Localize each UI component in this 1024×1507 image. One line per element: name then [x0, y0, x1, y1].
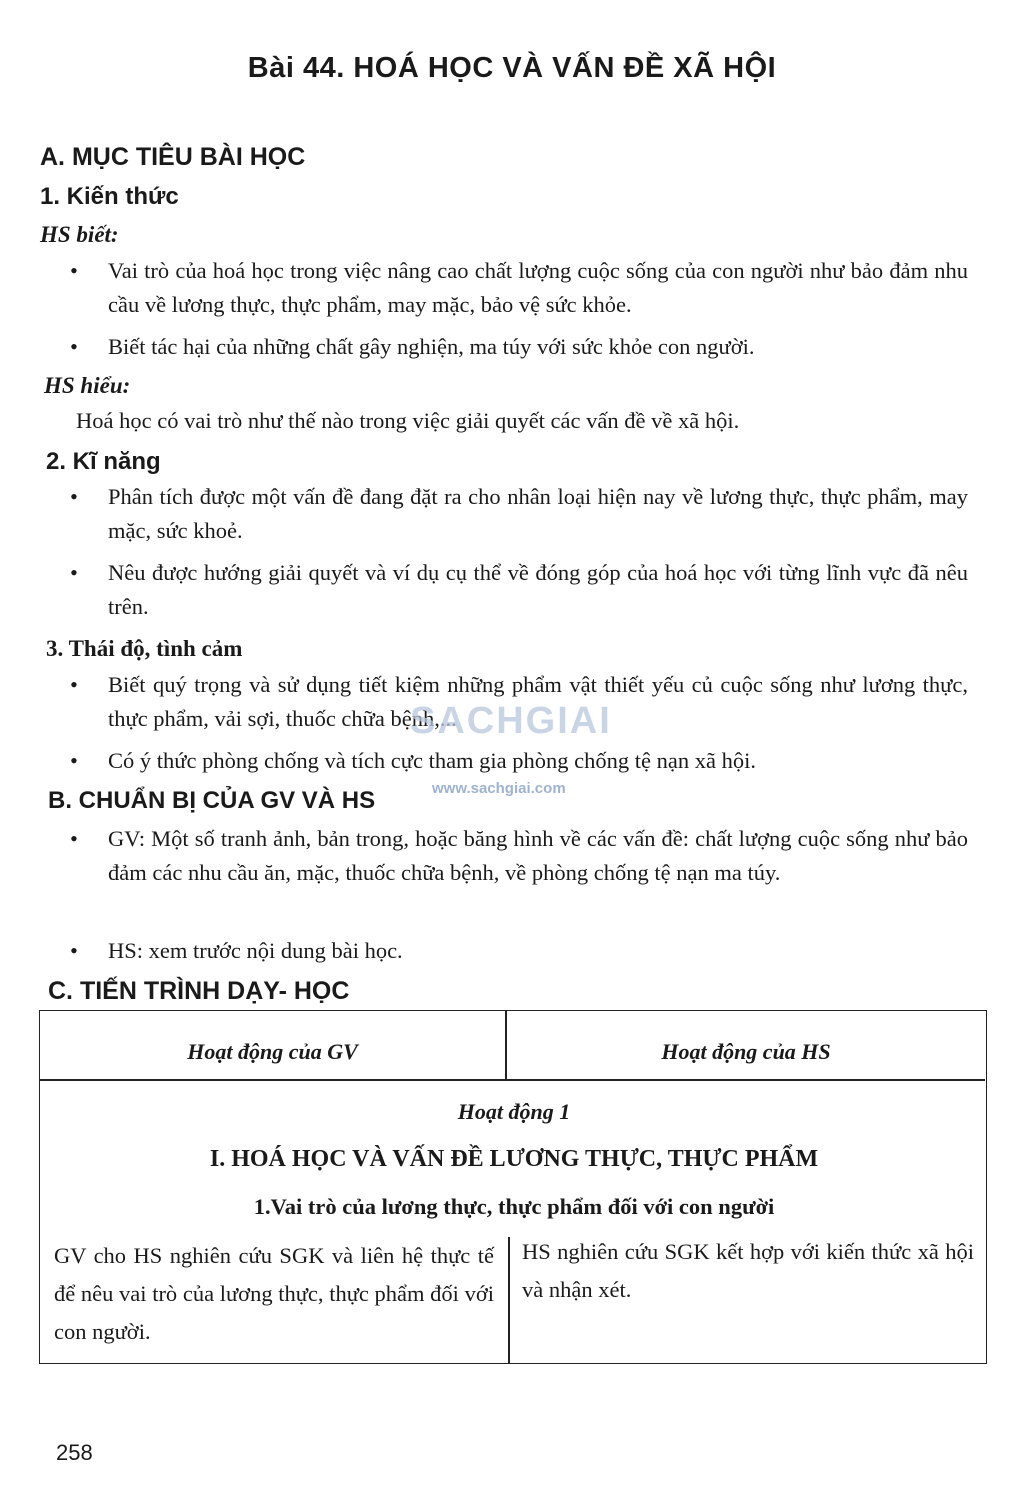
section-c-heading: C. TIẾN TRÌNH DẠY- HỌC	[48, 977, 350, 1005]
table-divider	[40, 1079, 985, 1081]
list-item: • Có ý thức phòng chống và tích cực tham gia phòng chống tệ nạn xã hội.	[70, 744, 968, 778]
watermark-url: www.sachgiai.com	[432, 780, 566, 797]
section-a-heading: A. MỤC TIÊU BÀI HỌC	[40, 143, 306, 171]
subsection-skills: 2. Kĩ năng	[46, 448, 161, 475]
subsection-attitude: 3. Thái độ, tình cảm	[46, 636, 243, 661]
page-number: 258	[56, 1440, 93, 1465]
sub-title: 1.Vai trò của lương thực, thực phẩm đối với con người	[253, 1194, 775, 1219]
lesson-table	[39, 1010, 987, 1364]
activity-label: Hoạt động 1	[457, 1099, 571, 1124]
list-item: • Phân tích được một vấn đề đang đặt ra cho nhân loại hiện nay về lương thực, thực phẩm, may mặc, sức khoẻ.	[70, 480, 968, 548]
table-cell-gv: GV cho HS nghiên cứu SGK và liên hệ thực tế để nêu vai trò của lương thực, thực phẩm đối với con người.	[54, 1243, 494, 1344]
list-item: • Biết quý trọng và sử dụng tiết kiệm những phẩm vật thiết yếu củ cuộc sống như lương thực, thực phẩm, vải sợi, thuốc chữa bệnh,...	[70, 668, 968, 736]
list-item: • Biết tác hại của những chất gây nghiện, ma túy với sức khỏe con người.	[70, 330, 968, 364]
bullet-icon: •	[70, 672, 78, 697]
list-item: • GV: Một số tranh ảnh, bản trong, hoặc băng hình về các vấn đề: chất lượng cuộc sống như bảo đảm các nhu cầu ăn, mặc, thuốc chữa bệnh, về phòng chống tệ nạn ma túy.	[70, 822, 968, 890]
lesson-title: Bài 44. HOÁ HỌC VÀ VẤN ĐỀ XÃ HỘI	[247, 52, 777, 84]
watermark-logo: SACHGIAI	[410, 700, 612, 742]
bullet-icon: •	[70, 826, 78, 851]
table-header-hs: Hoạt động của HS	[661, 1039, 831, 1064]
hs-biet-label: HS biết:	[40, 222, 119, 247]
bullet-icon: •	[70, 258, 78, 283]
bullet-icon: •	[70, 334, 78, 359]
list-item: • HS: xem trước nội dung bài học.	[70, 934, 968, 968]
table-divider	[508, 1237, 510, 1363]
section-b-heading: B. CHUẨN BỊ CỦA GV VÀ HS	[48, 787, 376, 814]
bullet-icon: •	[70, 484, 78, 509]
list-item: • Nêu được hướng giải quyết và ví dụ cụ thể về đóng góp của hoá học với từng lĩnh vực đã nêu trên.	[70, 556, 968, 624]
hs-hieu-label: HS hiểu:	[44, 373, 131, 398]
bullet-icon: •	[70, 560, 78, 585]
table-header-gv: Hoạt động của GV	[187, 1039, 358, 1064]
subsection-knowledge: 1. Kiến thức	[40, 183, 179, 210]
bullet-icon: •	[70, 748, 78, 773]
hieu-text: Hoá học có vai trò như thế nào trong việc giải quyết các vấn đề về xã hội.	[76, 408, 740, 433]
table-cell-hs: HS nghiên cứu SGK kết hợp với kiến thức xã hội và nhận xét.	[522, 1239, 974, 1302]
bullet-icon: •	[70, 938, 78, 963]
list-item: • Vai trò của hoá học trong việc nâng cao chất lượng cuộc sống của con người như bảo đảm nhu cầu về lương thực, thực phẩm, may mặc, bảo vệ sức khỏe.	[70, 254, 968, 322]
part-title: I. HOÁ HỌC VÀ VẤN ĐỀ LƯƠNG THỰC, THỰC PHẨM	[209, 1146, 819, 1172]
